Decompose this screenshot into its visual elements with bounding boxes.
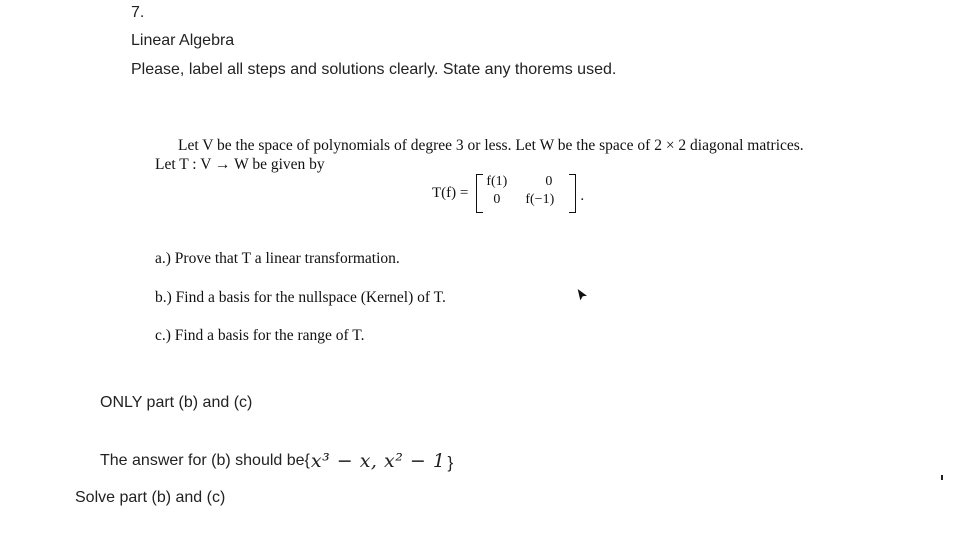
question-instruction: Please, label all steps and solutions clearly. State any thorems used. <box>131 61 617 78</box>
part-c <box>155 327 364 345</box>
part-a <box>155 250 400 268</box>
matrix-left-bracket <box>476 174 483 213</box>
part-b-label: b.) <box>155 289 172 306</box>
note-expected-answer <box>100 448 453 470</box>
stray-mark <box>941 475 943 480</box>
note-only-parts: ONLY part (b) and (c) <box>100 394 253 411</box>
answer-prefix: The answer for (b) should be{ <box>100 452 310 469</box>
formula-period: . <box>580 187 585 204</box>
part-c-label: c.) <box>155 327 171 344</box>
part-a-label: a.) <box>155 250 171 267</box>
problem-intro-line-2: Let T : V → W be given by <box>155 156 325 173</box>
transformation-formula <box>432 173 584 213</box>
note-solve: Solve part (b) and (c) <box>75 489 226 506</box>
part-b-text: Find a basis for the nullspace (Kernel) of T. <box>175 289 446 306</box>
formula-lhs: T(f) = <box>432 184 469 201</box>
pointer-cursor-icon <box>576 287 589 303</box>
matrix-entry-21: 0 <box>493 192 501 207</box>
matrix-right-bracket <box>569 174 576 213</box>
answer-math: x³ − x, x² − 1 <box>310 450 446 472</box>
question-number: 7. <box>131 4 145 21</box>
answer-suffix: } <box>447 453 454 472</box>
diagonal-matrix <box>476 173 576 213</box>
matrix-entry-22: f(−1) <box>525 192 555 207</box>
matrix-entry-11: f(1) <box>486 174 508 189</box>
part-b <box>155 289 446 307</box>
question-subject: Linear Algebra <box>131 32 235 49</box>
part-a-text: Prove that T a linear transformation. <box>174 250 400 267</box>
matrix-entry-12: 0 <box>545 174 553 189</box>
part-c-text: Find a basis for the range of T. <box>174 327 365 344</box>
problem-intro-line-1: Let V be the space of polynomials of degree 3 or less. Let W be the space of 2 × 2 diagonal matrices. <box>178 137 804 154</box>
